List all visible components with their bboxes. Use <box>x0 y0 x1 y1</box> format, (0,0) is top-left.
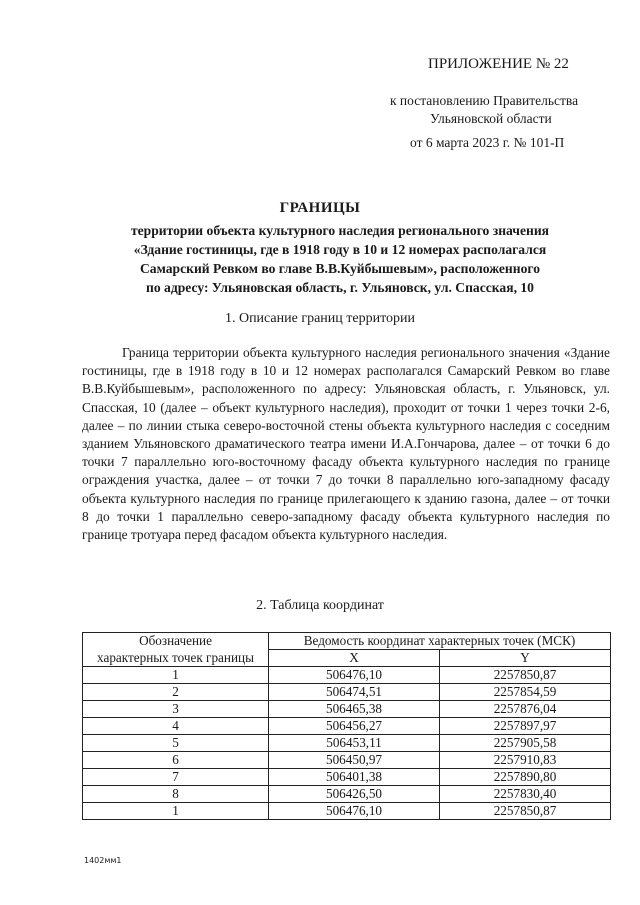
table-header-row <box>83 650 611 667</box>
table-row <box>83 684 611 701</box>
section2-heading: 2. Таблица координат <box>256 598 384 613</box>
section1-heading: 1. Описание границ территории <box>224 311 416 326</box>
cell-x: 506456,27 <box>269 718 440 735</box>
cell-x: 506465,38 <box>269 701 440 718</box>
header-y: Y <box>440 650 611 667</box>
subtitle-line: «Здание гостиницы, где в 1918 году в 10 и 12 номерах располагался <box>133 242 547 257</box>
cell-point: 1 <box>83 667 269 684</box>
decree-date: от 6 марта 2023 г. № 101-П <box>410 135 565 150</box>
cell-point: 4 <box>83 718 269 735</box>
subtitle-line: территории объекта культурного наследия регионального значения <box>130 223 550 238</box>
appendix-number: ПРИЛОЖЕНИЕ № 22 <box>428 56 569 72</box>
cell-y: 2257905,58 <box>440 735 611 752</box>
table-row <box>83 718 611 735</box>
cell-y: 2257876,04 <box>440 701 611 718</box>
cell-x: 506426,50 <box>269 786 440 803</box>
table-row <box>83 786 611 803</box>
header-point-label: Обозначение <box>83 633 269 650</box>
cell-y: 2257850,87 <box>440 803 611 820</box>
coordinates-table <box>82 632 611 820</box>
cell-y: 2257910,83 <box>440 752 611 769</box>
cell-x: 506476,10 <box>269 803 440 820</box>
cell-x: 506450,97 <box>269 752 440 769</box>
decree-reference-line2: Ульяновской области <box>430 111 552 126</box>
table-row <box>83 735 611 752</box>
document-title: ГРАНИЦЫ <box>279 200 361 216</box>
cell-x: 506476,10 <box>269 667 440 684</box>
cell-point: 6 <box>83 752 269 769</box>
header-coords-label: Ведомость координат характерных точек (МСК) <box>269 633 611 650</box>
decree-reference-line1: к постановлению Правительства <box>390 93 579 108</box>
cell-y: 2257897,97 <box>440 718 611 735</box>
cell-y: 2257854,59 <box>440 684 611 701</box>
table-header-row <box>83 633 611 650</box>
table-row <box>83 752 611 769</box>
cell-x: 506401,38 <box>269 769 440 786</box>
document-subtitle <box>100 221 580 297</box>
subtitle-line: Самарский Ревком во главе В.В.Куйбышевым», расположенного <box>139 261 541 276</box>
cell-point: 5 <box>83 735 269 752</box>
cell-y: 2257850,87 <box>440 667 611 684</box>
document-code: 1402мм1 <box>84 856 122 865</box>
table-row <box>83 701 611 718</box>
header-x: X <box>269 650 440 667</box>
table-row <box>83 667 611 684</box>
boundary-description: Граница территории объекта культурного наследия регионального значения «Здание гостиницы, где в 1918 году в 10 и 12 номерах располагался Самарский Ревком во главе В.В.Куйбышевым», расположенного по адресу: Ульяновская область, г. Ульяновск, ул. Спасская, 10 (далее – объект культурного наследия), проходит от точки 1 через точки 2-6, далее – по линии стыка северо-восточной стены объекта культурного наследия с соседним зданием Ульяновского драматического театра имени И.А.Гончарова, далее – от точки 6 до точки 7 параллельно юго-восточному фасаду объекта культурного наследия по границе ограждения участка, далее – от точки 7 до точки 8 параллельно юго-западному фасаду объекта культурного наследия по границе прилегающего к зданию газона, далее – от точки 8 до точки 1 параллельно северо-западному фасаду объекта культурного наследия по границе тротуара перед фасадом объекта культурного наследия. <box>82 345 610 543</box>
cell-x: 506453,11 <box>269 735 440 752</box>
cell-y: 2257830,40 <box>440 786 611 803</box>
cell-y: 2257890,80 <box>440 769 611 786</box>
cell-x: 506474,51 <box>269 684 440 701</box>
cell-point: 8 <box>83 786 269 803</box>
cell-point: 2 <box>83 684 269 701</box>
cell-point: 1 <box>83 803 269 820</box>
table-row <box>83 769 611 786</box>
cell-point: 7 <box>83 769 269 786</box>
header-point-label-cont: характерных точек границы <box>83 650 269 667</box>
cell-point: 3 <box>83 701 269 718</box>
subtitle-line: по адресу: Ульяновская область, г. Ульяновск, ул. Спасская, 10 <box>146 280 534 295</box>
table-row <box>83 803 611 820</box>
